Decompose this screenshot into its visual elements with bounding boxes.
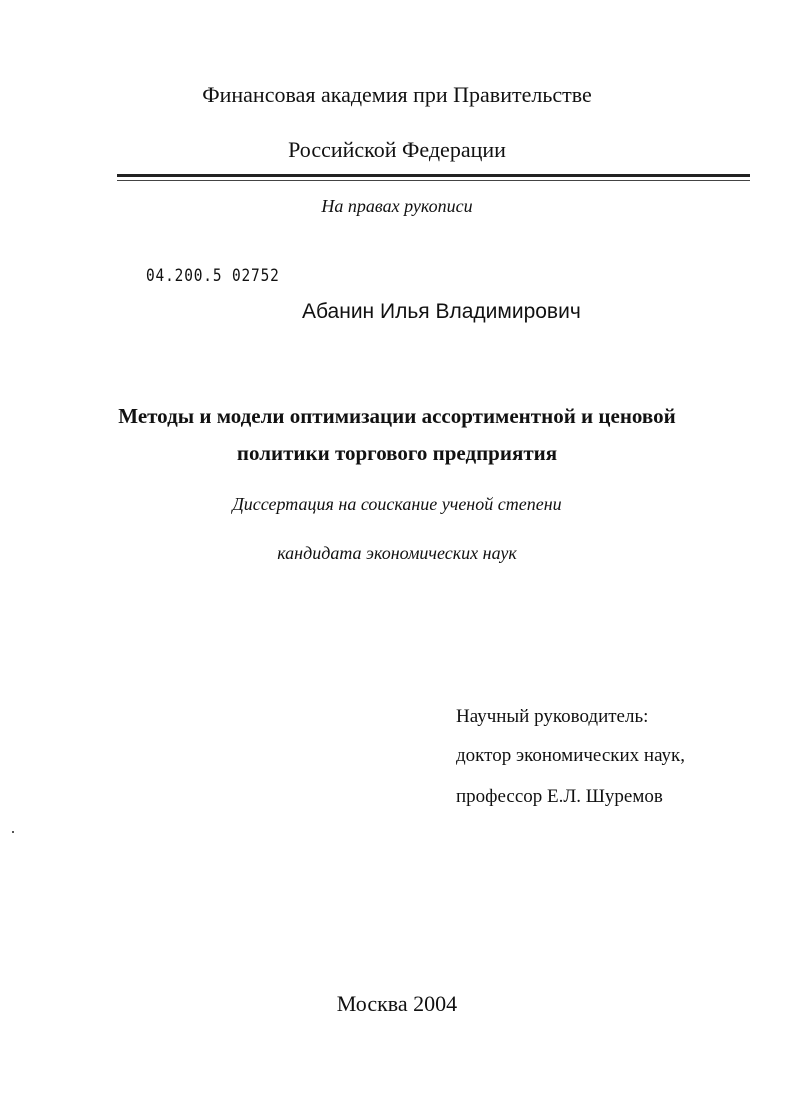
author-name: Абанин Илья Владимирович bbox=[302, 300, 581, 323]
degree-subtitle-line1: Диссертация на соискание ученой степени bbox=[232, 494, 562, 514]
city-year: Москва 2004 bbox=[336, 991, 458, 1016]
scan-speck bbox=[12, 831, 14, 833]
advisor-role: Научный руководитель: bbox=[456, 706, 649, 727]
header-divider-thin bbox=[117, 180, 750, 181]
manuscript-rights-note: На правах рукописи bbox=[321, 196, 473, 216]
header-divider-thick bbox=[117, 174, 750, 177]
advisor-degree: доктор экономических наук, bbox=[456, 745, 686, 766]
institution-name-line2: Российской Федерации bbox=[288, 137, 506, 162]
registration-number-stamp: 04.200.5 02752 bbox=[146, 266, 280, 286]
advisor-name: профессор Е.Л. Шуремов bbox=[456, 786, 663, 807]
degree-subtitle-line2: кандидата экономических наук bbox=[277, 543, 517, 563]
institution-name-line1: Финансовая академия при Правительстве bbox=[202, 82, 592, 107]
dissertation-title-line1: Методы и модели оптимизации ассортиментной и ценовой bbox=[118, 404, 676, 428]
dissertation-title-line2: политики торгового предприятия bbox=[236, 441, 558, 465]
